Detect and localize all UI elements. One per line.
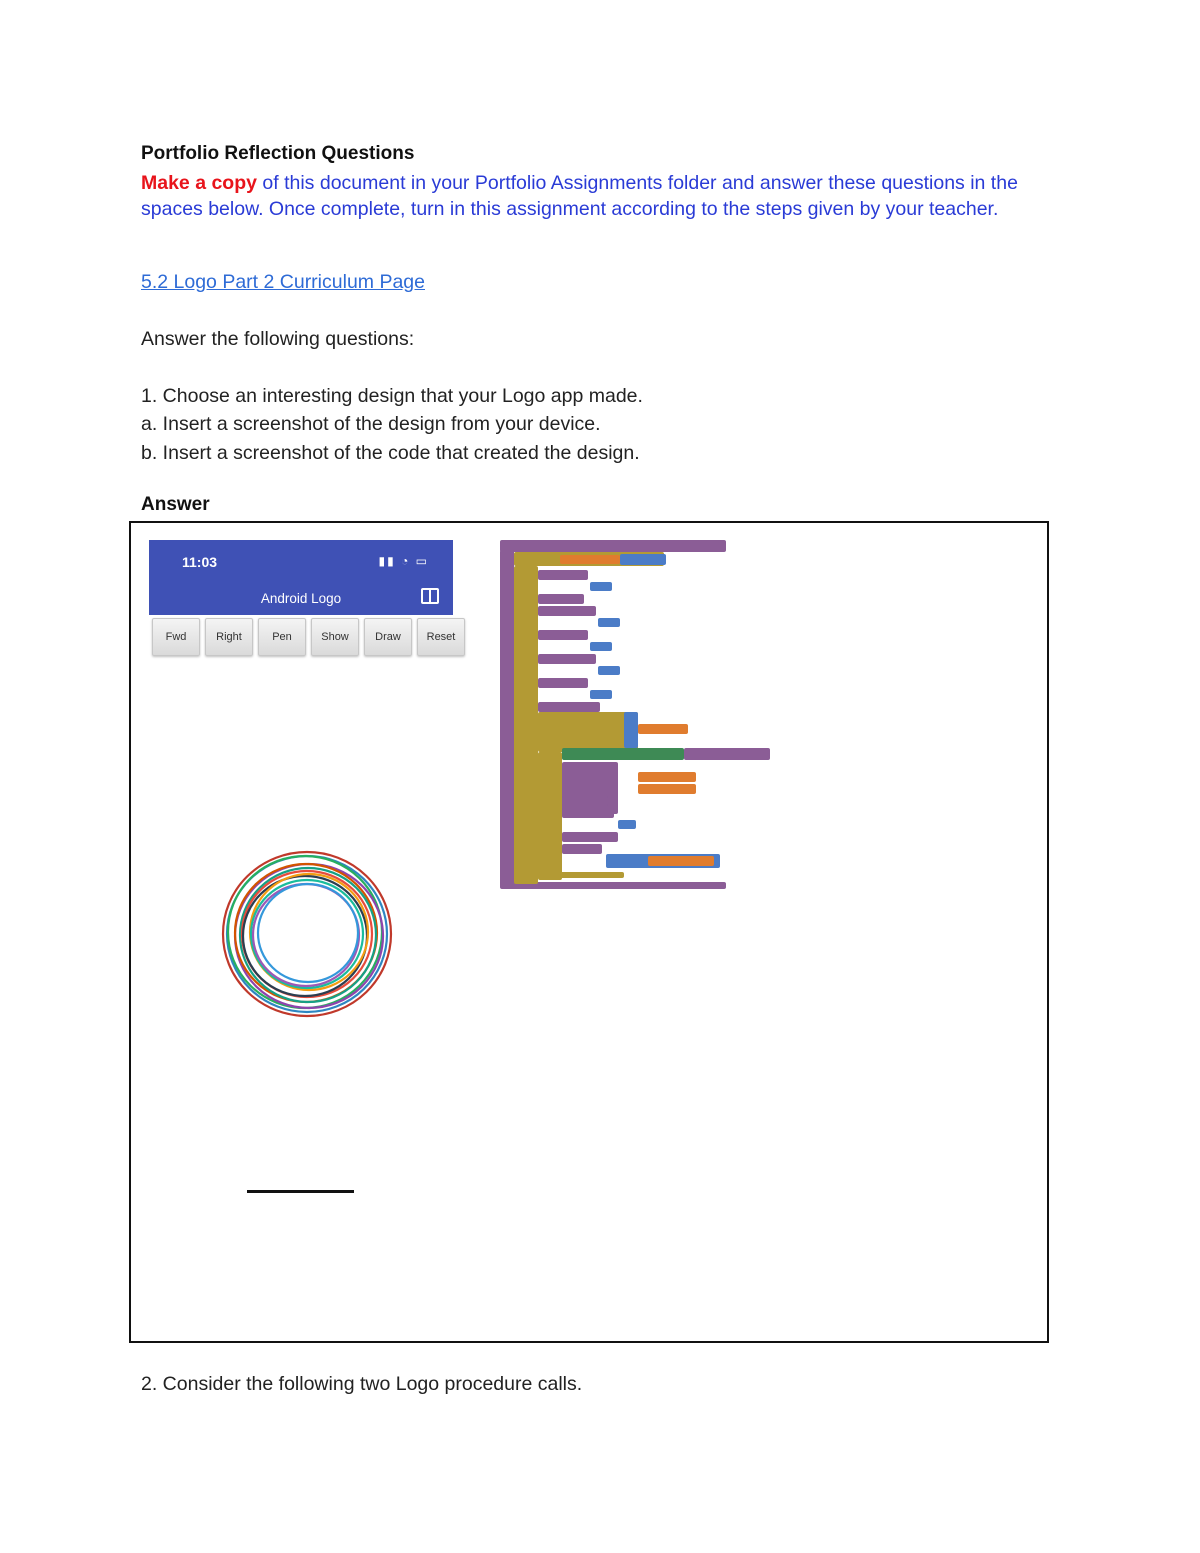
question-1a: a. Insert a screenshot of the design from your device. [141, 413, 601, 435]
blocks-code-screenshot [498, 538, 773, 890]
number-block [598, 666, 620, 675]
answer-heading: Answer [141, 494, 210, 515]
fwd-button[interactable]: Fwd [152, 618, 200, 656]
show-button[interactable]: Show [311, 618, 359, 656]
draw-button[interactable]: Draw [364, 618, 412, 656]
call-turn-block [538, 678, 588, 688]
number-block [590, 642, 612, 651]
procedure-header-block [500, 540, 726, 552]
if-body-bar [514, 566, 538, 884]
page-title: Portfolio Reflection Questions [141, 143, 415, 164]
number-block [598, 618, 620, 627]
call-turn-block [562, 844, 602, 854]
call-pendown-block [562, 832, 618, 842]
book-icon [421, 588, 439, 604]
number-block [618, 820, 636, 829]
button-row [152, 618, 465, 656]
get-block [638, 772, 696, 782]
drawn-line [247, 1190, 354, 1193]
call-random-color-block [684, 748, 770, 760]
for-footer-block [538, 872, 624, 878]
call-forward-block [562, 808, 614, 818]
answer-prompt: Answer the following questions: [141, 328, 415, 350]
status-icons: ▮▮ ◔ ▭ [378, 554, 429, 568]
logo-ring-drawing [217, 848, 397, 1018]
call-draw-polygon-block [562, 762, 618, 814]
question-1b: b. Insert a screenshot of the code that created the design. [141, 442, 640, 464]
call-penup-block [538, 594, 584, 604]
app-bar [149, 540, 453, 615]
right-button[interactable]: Right [205, 618, 253, 656]
pen-button[interactable]: Pen [258, 618, 306, 656]
procedure-body-bar [500, 550, 514, 888]
instructions-text: of this document in your Portfolio Assignments folder and answer these questions in the spaces below. Once complete, turn in this assignment according to the steps given by your teacher. [141, 172, 1018, 220]
call-turn-block [538, 570, 588, 580]
loop-range-block [624, 712, 638, 748]
call-penup-block [562, 796, 608, 806]
status-time: 11:03 [182, 554, 218, 570]
call-forward-block [538, 654, 596, 664]
get-block [648, 856, 714, 866]
set-canvas-block [562, 748, 684, 760]
make-a-copy-highlight: Make a copy [141, 172, 257, 194]
instructions-paragraph [141, 171, 1071, 222]
compare-block [620, 554, 666, 565]
get-block [560, 555, 620, 564]
app-title: Android Logo [260, 591, 342, 606]
phone-screenshot [149, 540, 456, 1020]
for-each-block [538, 712, 638, 752]
call-pendown-block [538, 702, 600, 712]
question-1: 1. Choose an interesting design that your Logo app made. [141, 385, 643, 407]
for-body-bar [538, 752, 562, 880]
get-block [638, 724, 688, 734]
curriculum-page-link[interactable]: 5.2 Logo Part 2 Curriculum Page [141, 271, 425, 293]
number-block [590, 582, 612, 591]
question-2: 2. Consider the following two Logo procedure calls. [141, 1373, 583, 1395]
number-block [590, 690, 612, 699]
reset-button[interactable]: Reset [417, 618, 465, 656]
get-block [638, 784, 696, 794]
call-forward-block [538, 606, 596, 616]
call-turn-block [538, 630, 588, 640]
